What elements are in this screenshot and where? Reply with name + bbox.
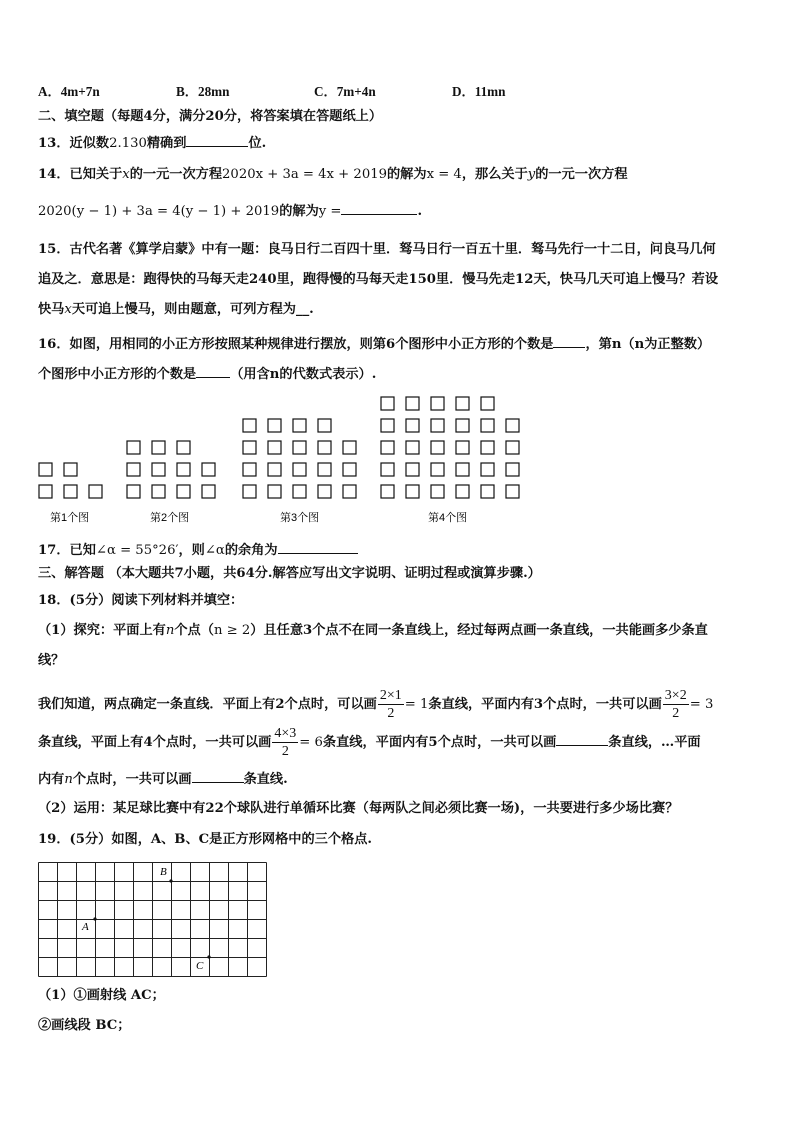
small-square: [127, 441, 140, 454]
small-square: [318, 419, 331, 432]
small-square: [318, 485, 331, 498]
small-square: [318, 463, 331, 476]
question-18-line-1: （1）探究：平面上有n个点（n ≥ 2）且任意3个点不在同一条直线上，经过每两点画一条直线，一共能画多少条直: [38, 623, 708, 638]
small-square: [506, 419, 519, 432]
small-square: [293, 463, 306, 476]
question-13: 13．近似数2.130精确到 位.: [38, 132, 764, 154]
question-16-line-1: 16．如图，用相同的小正方形按照某种规律进行摆放，则第6个图形中小正方形的个数是 ，第n（n为正整数）: [38, 333, 764, 355]
question-15-line-3: 快马x天可追上慢马，则由题意，可列方程为__.: [38, 302, 314, 317]
point-a: [93, 917, 96, 920]
small-square: [481, 419, 494, 432]
small-square: [293, 441, 306, 454]
question-18-line-3: 我们知道，两点确定一条直线．平面上有2个点时，可以画 $\frac{2\times 1}{2}$ = 1条直线，平面内有3个点时，一共可以画 $\frac{3\times 2}{2}$ = 3: [38, 688, 714, 721]
question-17: 17．已知∠α = 55°26′，则∠α的余角为: [38, 539, 764, 561]
small-square: [456, 419, 469, 432]
small-square: [481, 397, 494, 410]
small-square: [152, 485, 165, 498]
small-square: [406, 419, 419, 432]
small-square: [202, 463, 215, 476]
label-c: C: [196, 960, 204, 972]
small-square: [243, 441, 256, 454]
small-square: [89, 485, 102, 498]
label-b: B: [160, 866, 167, 878]
small-square: [177, 463, 190, 476]
small-square: [506, 441, 519, 454]
small-square: [381, 441, 394, 454]
small-square: [431, 441, 444, 454]
small-square: [431, 397, 444, 410]
small-square: [343, 485, 356, 498]
figure-caption-1: 第1个图: [50, 512, 90, 524]
small-square: [64, 485, 77, 498]
small-square: [481, 485, 494, 498]
small-square: [64, 463, 77, 476]
question-19-step-2: ②画线段 BC；: [38, 1018, 131, 1033]
figure-caption-3: 第3个图: [280, 512, 320, 524]
question-14-line-2: 2020(y − 1) + 3a = 4(y − 1) + 2019的解为y = .: [38, 200, 764, 222]
option-c: C．7m+4n: [314, 84, 376, 99]
figure-caption-2: 第2个图: [150, 512, 190, 524]
answer-blank: [196, 363, 230, 378]
small-square: [456, 441, 469, 454]
small-square: [202, 485, 215, 498]
square-grid-figure: [38, 862, 270, 978]
fraction: $\frac{4\times 3}{2}$: [274, 726, 297, 759]
small-square: [243, 463, 256, 476]
question-18-part-2: （2）运用：某足球比赛中有22个球队进行单循环比赛（每两队之间必须比赛一场)，一共要进行多少场比赛？: [38, 801, 679, 816]
answer-blank: [278, 539, 358, 554]
small-square: [406, 463, 419, 476]
answer-blank: [192, 768, 244, 783]
point-c: [207, 955, 210, 958]
question-19-title: 19．(5分）如图，A、B、C是正方形网格中的三个格点.: [38, 832, 372, 847]
small-square: [343, 463, 356, 476]
small-square: [177, 441, 190, 454]
question-19-step-1: （1）①画射线 AC；: [38, 988, 165, 1003]
small-square: [243, 485, 256, 498]
small-square: [293, 419, 306, 432]
small-square: [431, 485, 444, 498]
small-square: [268, 441, 281, 454]
small-square: [506, 463, 519, 476]
question-18-title: 18．(5分）阅读下列材料并填空：: [38, 593, 244, 608]
option-d: D．11mn: [452, 84, 506, 99]
question-18-line-2: 线？: [38, 653, 65, 668]
small-square: [39, 463, 52, 476]
answer-blank: [341, 200, 417, 215]
fraction: $\frac{2\times 1}{2}$: [379, 688, 402, 721]
section-heading-fill-blank: 二、填空题（每题4分，满分20分，将答案填在答题纸上）: [38, 109, 383, 124]
small-square: [381, 463, 394, 476]
small-square: [268, 485, 281, 498]
answer-blank: [556, 731, 608, 746]
answer-blank: [553, 333, 585, 348]
small-square: [406, 485, 419, 498]
small-square: [481, 463, 494, 476]
small-square: [127, 485, 140, 498]
small-square: [318, 441, 331, 454]
answer-blank: [186, 132, 248, 147]
small-square: [481, 441, 494, 454]
small-square: [268, 419, 281, 432]
small-square: [127, 463, 140, 476]
small-square: [152, 463, 165, 476]
small-square: [293, 485, 306, 498]
question-14-line-1: 14．已知关于x的一元一次方程2020x + 3a = 4x + 2019的解为x = 4，那么关于y的一元一次方程: [38, 167, 628, 182]
small-square: [431, 463, 444, 476]
small-square: [456, 397, 469, 410]
section-heading-solve: 三、解答题 （本大题共7小题，共64分.解答应写出文字说明、证明过程或演算步骤.）: [38, 566, 541, 581]
fraction: $\frac{3\times 2}{2}$: [664, 688, 687, 721]
small-square: [243, 419, 256, 432]
option-a: A．4m+7n: [38, 84, 100, 99]
question-15-line-1: 15．古代名著《算学启蒙》中有一题：良马日行二百四十里．驽马日行一百五十里．驽马先行一十二日，问良马几何: [38, 242, 716, 257]
question-18-line-4: 条直线，平面上有4个点时，一共可以画 $\frac{4\times 3}{2}$ = 6条直线，平面内有5个点时，一共可以画 条直线，…平面: [38, 726, 701, 759]
option-b: B．28mn: [176, 84, 230, 99]
small-square: [456, 485, 469, 498]
small-square: [343, 441, 356, 454]
question-18-line-5: 内有n个点时，一共可以画 条直线.: [38, 768, 764, 790]
square-pattern-figure: [30, 392, 550, 532]
small-square: [268, 463, 281, 476]
small-square: [456, 463, 469, 476]
small-square: [381, 419, 394, 432]
label-a: A: [82, 921, 89, 933]
question-16-line-2: 个图形中小正方形的个数是 （用含n的代数式表示）.: [38, 363, 764, 385]
small-square: [406, 397, 419, 410]
question-15-line-2: 追及之．意思是：跑得快的马每天走240里，跑得慢的马每天走150里．慢马先走12天，快马几天可追上慢马？若设: [38, 272, 719, 287]
figure-caption-4: 第4个图: [428, 512, 468, 524]
small-square: [177, 485, 190, 498]
small-square: [381, 397, 394, 410]
small-square: [431, 419, 444, 432]
point-b: [169, 879, 172, 882]
small-square: [381, 485, 394, 498]
small-square: [506, 485, 519, 498]
small-square: [152, 441, 165, 454]
small-square: [39, 485, 52, 498]
small-square: [406, 441, 419, 454]
